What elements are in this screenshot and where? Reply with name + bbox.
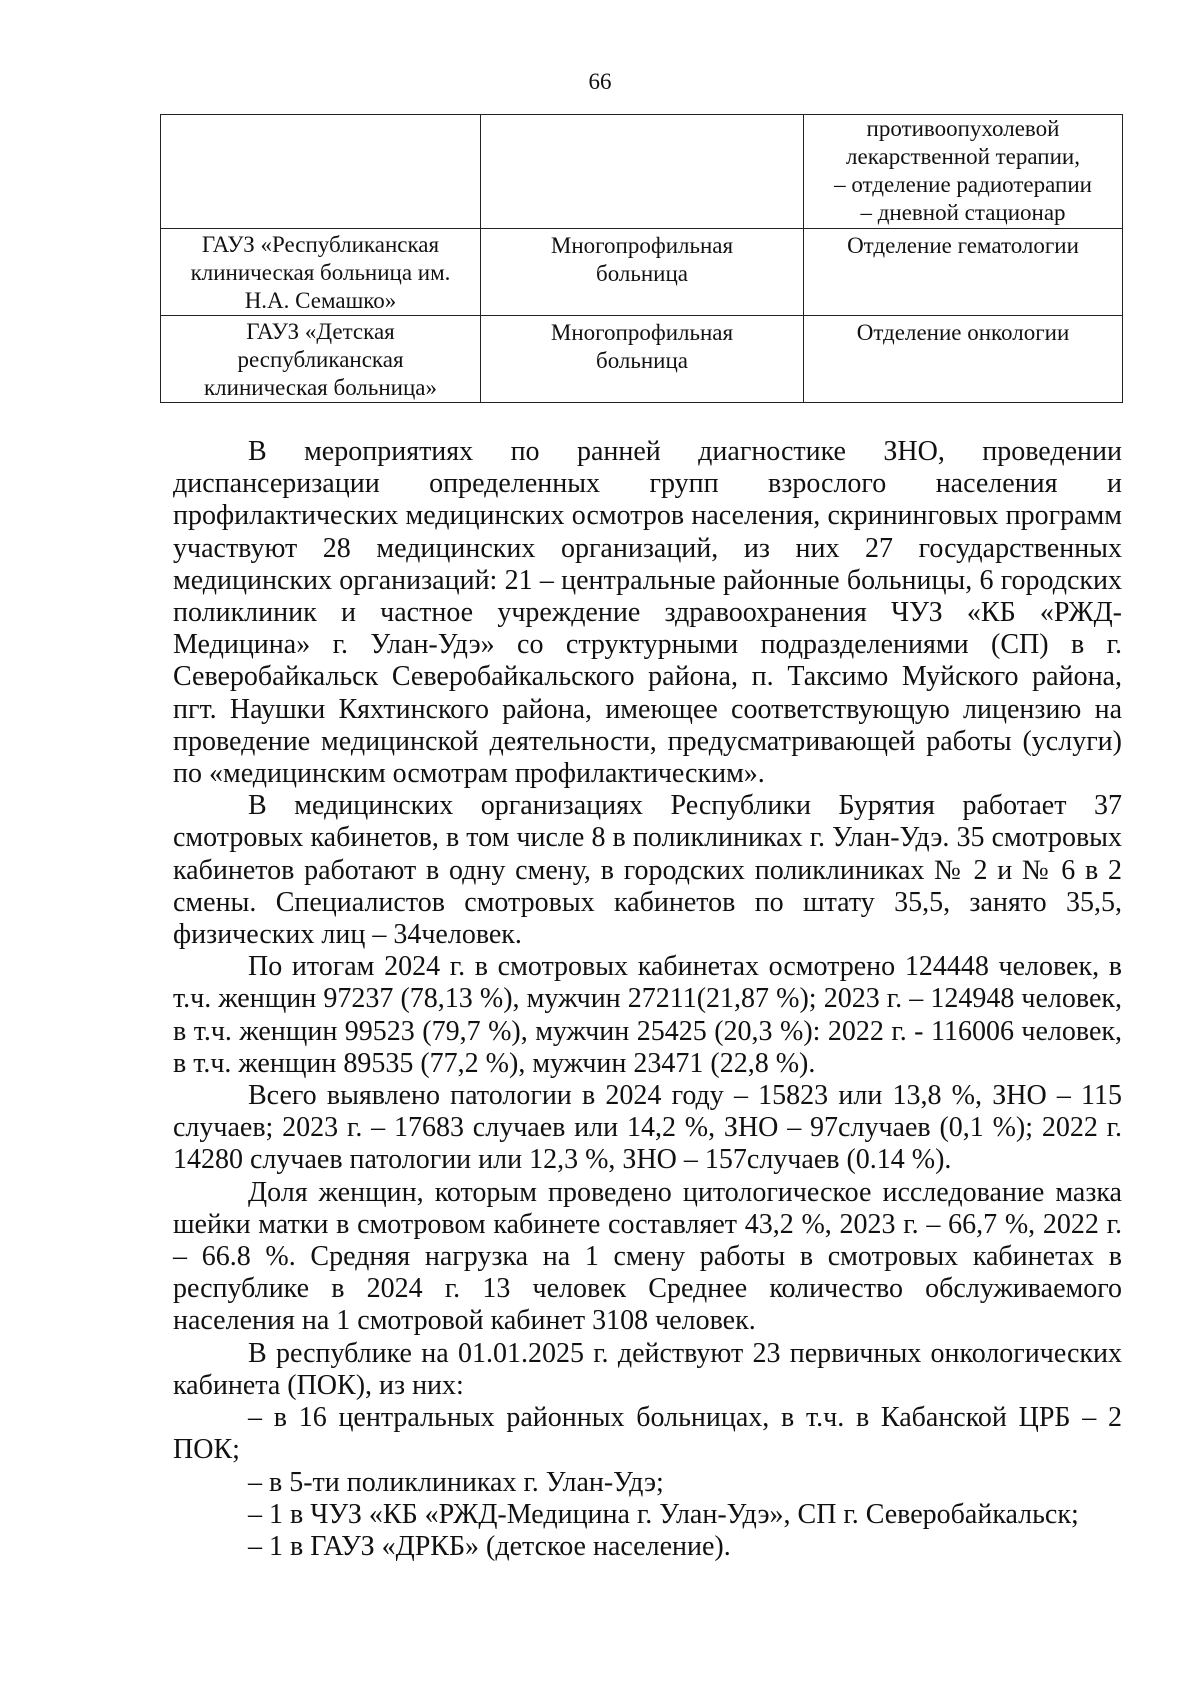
paragraph: В медицинских организациях Республики Бурятия работает 37 смотровых кабинетов, в том числе 8 в поликлиниках г. Улан-Удэ. 35 смотровых кабинетов работают в одну смену, в городских поликлиниках № 2 и № 6 в 2 смены. Специалистов смотровых кабинетов по штату 35,5, занято 35,5, физических лиц – 34человек. [173, 790, 1122, 951]
table-row [161, 115, 1123, 229]
cell-line: противоопухолевой [866, 116, 1060, 141]
cell-line: Многопрофильная [550, 320, 734, 345]
paragraph: По итогам 2024 г. в смотровых кабинетах осмотрено 124448 человек, в т.ч. женщин 97237 (78,13 %), мужчин 27211(21,87 %); 2023 г. – 124948 человек, в т.ч. женщин 99523 (79,7 %), мужчин 25425 (20,3 %): 2022 г. - 116006 человек, в т.ч. женщин 89535 (77,2 %), мужчин 23471 (22,8 %). [173, 951, 1122, 1079]
paragraph: Всего выявлено патологии в 2024 году – 15823 или 13,8 %, ЗНО – 115 случаев; 2023 г. – 17683 случаев или 14,2 %, ЗНО – 97случаев (0,1 %); 2022 г. 14280 случаев патологии или 12,3 %, ЗНО – 157случаев (0.14 %). [173, 1080, 1122, 1176]
list-item: – 1 в ГАУЗ «ДРКБ» (детское население). [248, 1530, 731, 1562]
table-cell-department [804, 115, 1123, 229]
cell-line: Многопрофильная [550, 233, 734, 258]
cell-line: ГАУЗ «Детская [246, 319, 395, 344]
table-cell-department [804, 229, 1123, 316]
cell-line: ГАУЗ «Республиканская [201, 232, 440, 257]
cell-line: клиническая больница им. [190, 260, 451, 285]
cell-line: больница [596, 348, 688, 373]
table-row [161, 229, 1123, 316]
list-item: – в 16 центральных районных больницах, в т.ч. в Кабанской ЦРБ – 2 ПОК; [173, 1402, 1122, 1466]
pok-list [173, 1402, 1122, 1563]
cell-line: Отделение гематологии [847, 233, 1079, 258]
list-item: – 1 в ЧУЗ «КБ «РЖД-Медицина г. Улан-Удэ», СП г. Северобайкальск; [248, 1498, 1079, 1530]
table-row [161, 316, 1123, 403]
table-cell-type [481, 316, 804, 403]
cell-line: республиканская [237, 347, 404, 372]
cell-line: клиническая больница» [204, 375, 437, 400]
paragraph: Доля женщин, которым проведено цитологическое исследование мазка шейки матки в смотровом кабинете составляет 43,2 %, 2023 г. – 66,7 %, 2022 г. – 66.8 %. Средняя нагрузка на 1 смену работы в смотровых кабинетах в республике в 2024 г. 13 человек Среднее количество обслуживаемого населения на 1 смотровой кабинет 3108 человек. [173, 1176, 1122, 1337]
paragraph: В мероприятиях по ранней диагностике ЗНО, проведении диспансеризации определенных групп взрослого населения и профилактических медицинских осмотров населения, скрининговых программ участвуют 28 медицинских организаций, из них 27 государственных медицинских организаций: 21 – центральные районные больницы, 6 городских поликлиник и частное учреждение здравоохранения ЧУЗ «КБ «РЖД-Медицина» г. Улан-Удэ» со структурными подразделениями (СП) в г. Северобайкальск Северобайкальского района, п. Таксимо Муйского района, пгт. Наушки Кяхтинского района, имеющее соответствующую лицензию на проведение медицинской деятельности, предусматривающей работы (услуги) по «медицинским осмотрам профилактическим». [173, 436, 1122, 790]
list-item: – в 5-ти поликлиниках г. Улан-Удэ; [248, 1466, 664, 1498]
document-body [173, 436, 1122, 1563]
organizations-table [160, 114, 1123, 403]
table-cell-organization [161, 316, 481, 403]
cell-line: Н.А. Семашко» [244, 288, 397, 313]
table-cell-organization [161, 115, 481, 229]
cell-line: – отделение радиотерапии [834, 172, 1092, 197]
cell-line: Отделение онкологии [856, 320, 1070, 345]
table-cell-type [481, 115, 804, 229]
table-cell-department [804, 316, 1123, 403]
cell-line: – дневной стационар [860, 200, 1066, 225]
page-number: 66 [588, 69, 612, 94]
paragraph: В республике на 01.01.2025 г. действуют 23 первичных онкологических кабинета (ПОК), из них: [173, 1337, 1122, 1401]
cell-line: больница [596, 261, 688, 286]
table-cell-type [481, 229, 804, 316]
table-cell-organization [161, 229, 481, 316]
cell-line: лекарственной терапии, [846, 144, 1080, 169]
